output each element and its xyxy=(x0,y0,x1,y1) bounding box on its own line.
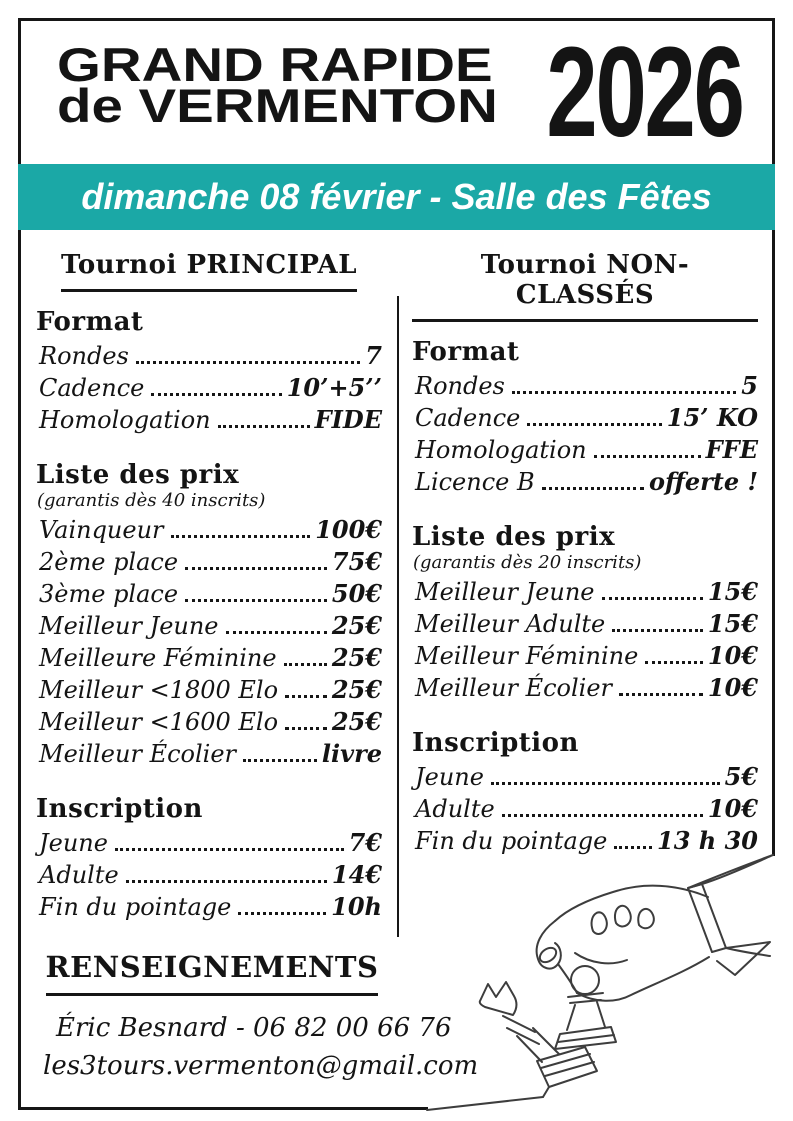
prizes-note: (garantis dès 20 inscrits) xyxy=(413,552,642,573)
prize-row: Meilleur <1600 Elo 25€ xyxy=(39,707,382,736)
column-divider xyxy=(397,296,399,937)
spec-row: Rondes 5 xyxy=(415,371,758,400)
prize-row: Meilleur <1800 Elo 25€ xyxy=(39,675,382,704)
spec-row: Cadence 10’+5’’ xyxy=(39,373,382,402)
dot-leader xyxy=(136,361,360,364)
section-heading: Format xyxy=(36,307,144,337)
poster-year: 2026 xyxy=(546,21,743,164)
column-heading: Tournoi PRINCIPAL xyxy=(36,250,382,292)
spec-row: Homologation FIDE xyxy=(39,405,382,434)
spec-row: Licence B offerte ! xyxy=(415,467,758,496)
dot-leader xyxy=(512,391,736,394)
dot-leader xyxy=(284,663,327,666)
fee-row: Fin du pointage 13 h 30 xyxy=(415,826,758,855)
fee-row: Adulte 14€ xyxy=(39,860,382,889)
date-venue-banner: dimanche 08 février - Salle des Fêtes xyxy=(18,164,775,230)
hand-moving-pawn-illustration-icon xyxy=(425,835,793,1121)
dot-leader xyxy=(126,880,327,883)
contact-heading: RENSEIGNEMENTS xyxy=(40,950,384,996)
dot-leader xyxy=(542,487,644,490)
dot-leader xyxy=(115,848,344,851)
unrated-tournament-column xyxy=(412,250,758,857)
dot-leader xyxy=(285,695,327,698)
contact-phone: Éric Besnard - 06 82 00 66 76 xyxy=(56,1013,452,1043)
contact-email: les3tours.vermenton@gmail.com xyxy=(43,1051,479,1081)
dot-leader xyxy=(612,629,703,632)
section-heading: Format xyxy=(412,337,520,367)
dot-leader xyxy=(185,567,327,570)
fee-row: Jeune 5€ xyxy=(415,762,758,791)
prize-row: Meilleur Jeune 15€ xyxy=(415,577,758,606)
prizes-section xyxy=(36,460,382,770)
prize-row: Meilleur Jeune 25€ xyxy=(39,611,382,640)
spec-row: Homologation FFE xyxy=(415,435,758,464)
format-section xyxy=(412,337,758,498)
dot-leader xyxy=(645,661,703,664)
section-heading: Liste des prix xyxy=(412,522,616,552)
dot-leader xyxy=(602,597,703,600)
dot-leader xyxy=(151,393,281,396)
prize-row: Meilleur Écolier 10€ xyxy=(415,673,758,702)
prizes-section xyxy=(412,522,758,704)
dot-leader xyxy=(527,423,661,426)
registration-section xyxy=(36,794,382,923)
prize-row: Meilleure Féminine 25€ xyxy=(39,643,382,672)
dot-leader xyxy=(491,782,720,785)
prizes-note: (garantis dès 40 inscrits) xyxy=(37,490,266,511)
dot-leader xyxy=(226,631,327,634)
format-section xyxy=(36,307,382,436)
prize-row: 2ème place 75€ xyxy=(39,547,382,576)
dot-leader xyxy=(171,535,311,538)
dot-leader xyxy=(218,425,310,428)
fee-row: Jeune 7€ xyxy=(39,828,382,857)
prize-row: Meilleur Écolier livre xyxy=(39,739,382,768)
poster-title-line1: GRAND RAPIDE xyxy=(57,38,493,91)
main-tournament-column xyxy=(36,250,382,923)
dot-leader xyxy=(185,599,327,602)
prize-row: 3ème place 50€ xyxy=(39,579,382,608)
fee-row: Adulte 10€ xyxy=(415,794,758,823)
dot-leader xyxy=(243,759,317,762)
section-heading: Inscription xyxy=(412,728,579,758)
prize-row: Vainqueur 100€ xyxy=(39,515,382,544)
dot-leader xyxy=(619,693,703,696)
dot-leader xyxy=(594,455,701,458)
poster-title xyxy=(57,38,498,132)
contact-block xyxy=(40,950,479,1085)
prize-row: Meilleur Adulte 15€ xyxy=(415,609,758,638)
frame-border-right xyxy=(772,18,775,856)
dot-leader xyxy=(238,912,326,915)
dot-leader xyxy=(502,814,703,817)
section-heading: Inscription xyxy=(36,794,203,824)
fee-row: Fin du pointage 10h xyxy=(39,892,382,921)
prize-row: Meilleur Féminine 10€ xyxy=(415,641,758,670)
poster-title-line2: de VERMENTON xyxy=(57,79,498,132)
section-heading: Liste des prix xyxy=(36,460,240,490)
spec-row: Cadence 15’ KO xyxy=(415,403,758,432)
spec-row: Rondes 7 xyxy=(39,341,382,370)
dot-leader xyxy=(285,727,327,730)
column-heading: Tournoi NON-CLASSÉS xyxy=(412,250,758,322)
frame-border-bottom xyxy=(18,1107,428,1110)
